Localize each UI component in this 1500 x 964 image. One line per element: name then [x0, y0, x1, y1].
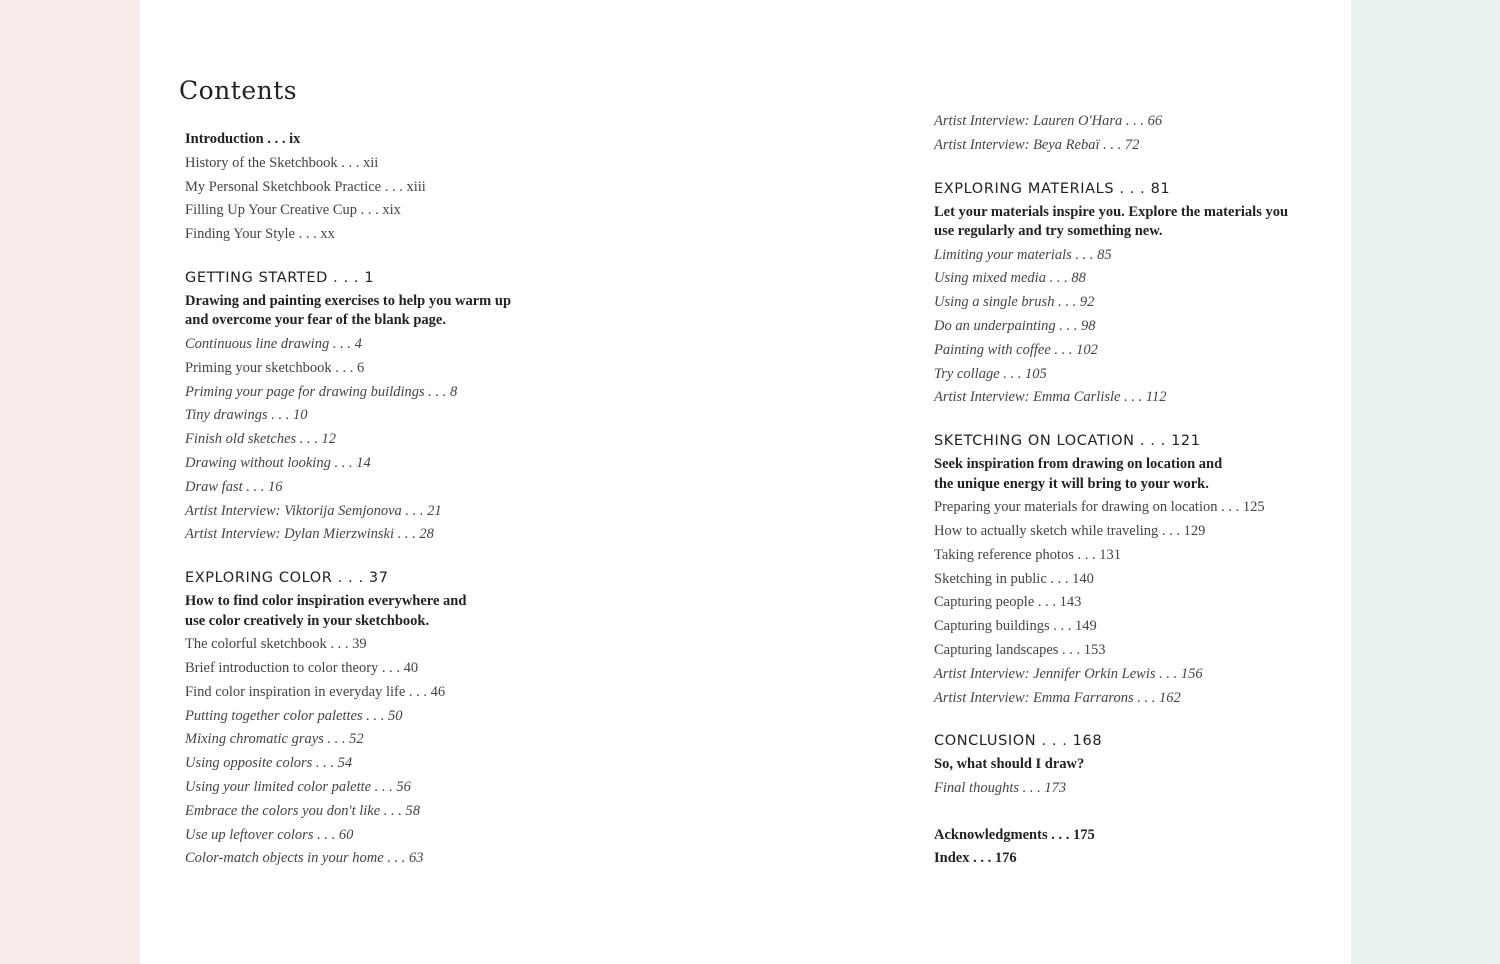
toc-entry: Limiting your materials . . . 85 [934, 246, 1112, 263]
section-heading: CONCLUSION . . . 168 [934, 733, 1103, 750]
section-entries [185, 633, 530, 871]
toc-entry: Using your limited color palette . . . 56 [185, 778, 411, 795]
section-heading: EXPLORING MATERIALS . . . 81 [934, 180, 1171, 197]
toc-entry: Artist Interview: Beya Rebaï . . . 72 [934, 136, 1140, 153]
toc-entry: Artist Interview: Lauren O'Hara . . . 66 [934, 113, 1163, 129]
toc-entry: The colorful sketchbook . . . 39 [185, 636, 367, 653]
toc-entry: Priming your sketchbook . . . 6 [185, 359, 365, 376]
toc-entry: Artist Interview: Emma Farrarons . . . 162 [934, 689, 1181, 706]
toc-entry: My Personal Sketchbook Practice . . . xiii [185, 178, 426, 195]
toc-entry: Drawing without looking . . . 14 [185, 454, 371, 471]
toc-entry: Putting together color palettes . . . 50 [185, 707, 403, 724]
section-description: So, what should I draw? [934, 756, 1085, 773]
section-description: Let your materials inspire you. Explore the materials you use regularly and try something new. [934, 203, 1289, 240]
toc-entry: Artist Interview: Viktorija Semjonova . . . 21 [185, 502, 442, 519]
toc-entry: Taking reference photos . . . 131 [934, 546, 1122, 563]
section-description: Seek inspiration from drawing on location and the unique energy it will bring to your work. [934, 456, 1223, 492]
toc-entry: Brief introduction to color theory . . . 40 [185, 659, 419, 676]
toc-right-list [934, 110, 1294, 871]
toc-entry: History of the Sketchbook . . . xii [185, 154, 379, 171]
toc-entry: Finding Your Style . . . xx [185, 226, 335, 243]
section-exploring-color [185, 568, 530, 871]
toc-entry: Artist Interview: Emma Carlisle . . . 112 [934, 389, 1167, 406]
toc-entry: Using a single brush . . . 92 [934, 294, 1095, 311]
section-conclusion [934, 731, 1294, 800]
toc-entry: Final thoughts . . . 173 [934, 779, 1067, 796]
section-entries [934, 244, 1294, 411]
back-matter [934, 824, 1294, 872]
section-getting-started [185, 268, 530, 547]
toc-entry: Preparing your materials for drawing on location . . . 125 [934, 499, 1265, 516]
intro-section [185, 128, 530, 247]
toc-entry: Artist Interview: Dylan Mierzwinski . . . 28 [185, 526, 434, 543]
section-heading: EXPLORING COLOR . . . 37 [185, 570, 389, 587]
section-description: Drawing and painting exercises to help you warm up and overcome your fear of the blank page. [185, 292, 512, 329]
toc-entry: Acknowledgments . . . 175 [934, 826, 1095, 843]
toc-entry: Sketching in public . . . 140 [934, 570, 1094, 587]
toc-entry: Tiny drawings . . . 10 [185, 407, 308, 424]
section-heading: GETTING STARTED . . . 1 [185, 269, 375, 286]
toc-entry: Draw fast . . . 16 [185, 478, 283, 495]
toc-entry: Filling Up Your Creative Cup . . . xix [185, 202, 401, 219]
section-entries [934, 496, 1294, 710]
toc-entry: Embrace the colors you don't like . . . 58 [185, 802, 421, 819]
toc-entry: How to actually sketch while traveling . . . 129 [934, 522, 1206, 539]
toc-entry: Priming your page for drawing buildings . . . 8 [185, 383, 458, 400]
section-sketching-on-location [934, 431, 1294, 710]
toc-left-list [185, 128, 530, 871]
toc-entry: Capturing buildings . . . 149 [934, 618, 1097, 635]
section-entries [185, 333, 530, 547]
toc-entry: Artist Interview: Jennifer Orkin Lewis . . . 156 [934, 665, 1203, 682]
toc-entry: Color-match objects in your home . . . 63 [185, 850, 424, 867]
toc-entry: Finish old sketches . . . 12 [185, 431, 337, 448]
toc-entry: Introduction . . . ix [185, 131, 301, 147]
section-entries [934, 777, 1294, 801]
toc-entry: Find color inspiration in everyday life . . . 46 [185, 683, 446, 700]
toc-entry: Using opposite colors . . . 54 [185, 755, 353, 772]
section-exploring-materials [934, 179, 1294, 411]
toc-entry: Mixing chromatic grays . . . 52 [185, 731, 364, 748]
page-edge-right [1351, 0, 1500, 964]
toc-entry: Index . . . 176 [934, 850, 1017, 867]
section-description: How to find color inspiration everywhere and use color creatively in your sketchbook. [185, 593, 467, 629]
toc-entry: Use up leftover colors . . . 60 [185, 826, 354, 843]
toc-entry: Capturing people . . . 143 [934, 594, 1082, 611]
toc-entry: Continuous line drawing . . . 4 [185, 335, 362, 352]
toc-entry: Using mixed media . . . 88 [934, 270, 1086, 287]
toc-entry: Try collage . . . 105 [934, 365, 1047, 382]
page-edge-left [0, 0, 140, 964]
continued-entries [934, 110, 1294, 158]
section-heading: SKETCHING ON LOCATION . . . 121 [934, 433, 1201, 450]
page-title: Contents [179, 76, 298, 105]
toc-entry: Painting with coffee . . . 102 [934, 341, 1098, 358]
toc-entry: Do an underpainting . . . 98 [934, 317, 1096, 334]
toc-entry: Capturing landscapes . . . 153 [934, 641, 1106, 658]
